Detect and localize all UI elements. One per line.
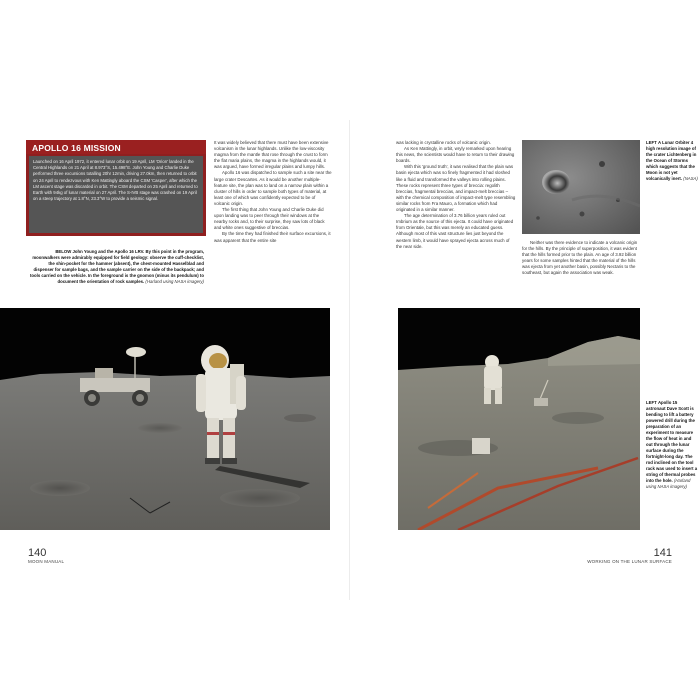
- paragraph: As Ken Mattingly, in orbit, wryly remarked upon hearing this news, the scientists would have to return to their drawing boards.: [396, 146, 515, 164]
- right-caption-bottom: [646, 400, 698, 490]
- paragraph: With this 'ground truth', it was realised that the plain was basin ejecta which was so finely fragmented it had sloshed like a fluid and transformed the valleys into rolling plains. These rocks represent three types of breccia: regolith breccias, fragmental breccias, and impact-melt breccias – with the chemical composition of impact-melt type resembling similar rocks from Fra Mauro, a formation which had originated in a similar manner.: [396, 164, 516, 213]
- page-number-right: 141: [653, 547, 672, 559]
- paragraph: was lacking in crystalline rocks of volcanic origin.: [396, 140, 491, 145]
- left-caption: [28, 249, 204, 285]
- dave-scott-drill-photo: [398, 308, 640, 530]
- running-head-left: MOON MANUAL: [28, 559, 65, 564]
- paragraph: Neither was there evidence to indicate a volcanic origin for the hills. By the principle of superposition, it was evident that the hills formed prior to the plain. An age of 3.92 billion years for some samples hinted that the material of the hills was ejecta from yet another basin, possibly Nectaris to the southeast, but again the association was weak.: [522, 240, 638, 276]
- paragraph: Apollo 16 was dispatched to sample such a site near the large crater Descartes. As it would be another multiple-feature site, the plan was to land on a narrow plain within a cluster of hills in order to sample both types of material, at least one of which was confidently expected to be of volcanic origin.: [214, 170, 332, 206]
- caption-text: A Lunar Orbiter 4 high resolution image of the crater Lichtenberg in the Ocean of Storms which suggests that the Moon is not yet volcanically inert.: [646, 140, 697, 181]
- caption-lead: LEFT: [646, 140, 657, 145]
- right-body-column-1: [396, 140, 516, 250]
- page-number-left: 140: [28, 547, 47, 559]
- caption-lead: BELOW: [55, 249, 72, 254]
- right-body-column-2: [522, 240, 640, 277]
- caption-text: John Young and the Apollo 16 LRV. By this point in the program, moonwalkers were admirably equipped for field geology: observe the cuff-checklist, the shin-pocket for the hammer (absent), the chest-mounted Hasselblad and dispenser for sample bags, and the sample carrier on the side of the backpack; and tools carried on the vehicle. In the foreground is the gnomon (minus its pendulum) to document the orientation of rock samples.: [29, 249, 204, 284]
- paragraph: The age determination of 3.76 billion years ruled out Imbrium as the source of this ejecta. It could have originated from Orientale, but this was merely an educated guess. Although most of this vast structure lies just beyond the western limb, it would have sprayed ejecta across much of the near side.: [396, 213, 514, 249]
- paragraph: It was widely believed that there must have been extensive volcanism in the lunar highlands. Unlike the low-viscosity magma from the mantle that rose through the crust to form the flat maria plains, the magma in the highlands would, it was argued, have formed irregular plains and lumpy hills.: [214, 140, 329, 170]
- caption-credit: (Harland using NASA imagery): [646, 478, 691, 489]
- sidebar-title: APOLLO 16 MISSION: [26, 140, 206, 154]
- caption-credit: (Harland using NASA imagery): [145, 279, 204, 284]
- caption-lead: LEFT: [646, 400, 657, 405]
- sidebar-text: Launched on 16 April 1972, it entered lunar orbit on 19 April, LM 'Orion' landed in the Central Highlands on 21 April at 8.973°S, 15.498°E. John Young and Charlie Duke performed three excursions totalling 20hr 12min, driving 27.0km, then returned to orbit on 24 April to rendezvous with Ken Mattingly aboard the CSM 'Casper', after which the LM ascent stage was discarded in orbit. The CSM departed on 25 April and returned to Earth with 94kg of lunar material on 27 April. The S-IVB stage was crashed on 19 April on a steep trajectory at 1.8°N, 23.3°W to provide a seismic signal.: [29, 156, 203, 233]
- paragraph: By the time they had finished their surface excursions, it was apparent that the entire site: [214, 231, 331, 243]
- paragraph: The first thing that John Young and Charlie Duke did upon landing was to peer through their windows at the nearby rocks and, to their surprise, they saw lots of black and white ones suggestive of breccias.: [214, 207, 325, 231]
- running-head-right: WORKING ON THE LUNAR SURFACE: [587, 559, 672, 564]
- john-young-lrv-photo: [0, 308, 330, 530]
- right-page: [350, 0, 700, 700]
- caption-credit: (NASA): [683, 176, 698, 181]
- lichtenberg-crater-photo: [522, 140, 640, 234]
- apollo-16-mission-sidebar: [26, 140, 206, 236]
- caption-text: Apollo 15 astronaut Dave Scott is bending to lift a battery powered drill during the preparation of an experiment to measure the flow of heat in and out through the lunar surface during the fortnight-long day. The rod inclined on the tool rack was used to insert a string of thermal probes into the hole.: [646, 400, 698, 483]
- right-caption-top: [646, 140, 698, 182]
- left-body-column: [214, 140, 332, 244]
